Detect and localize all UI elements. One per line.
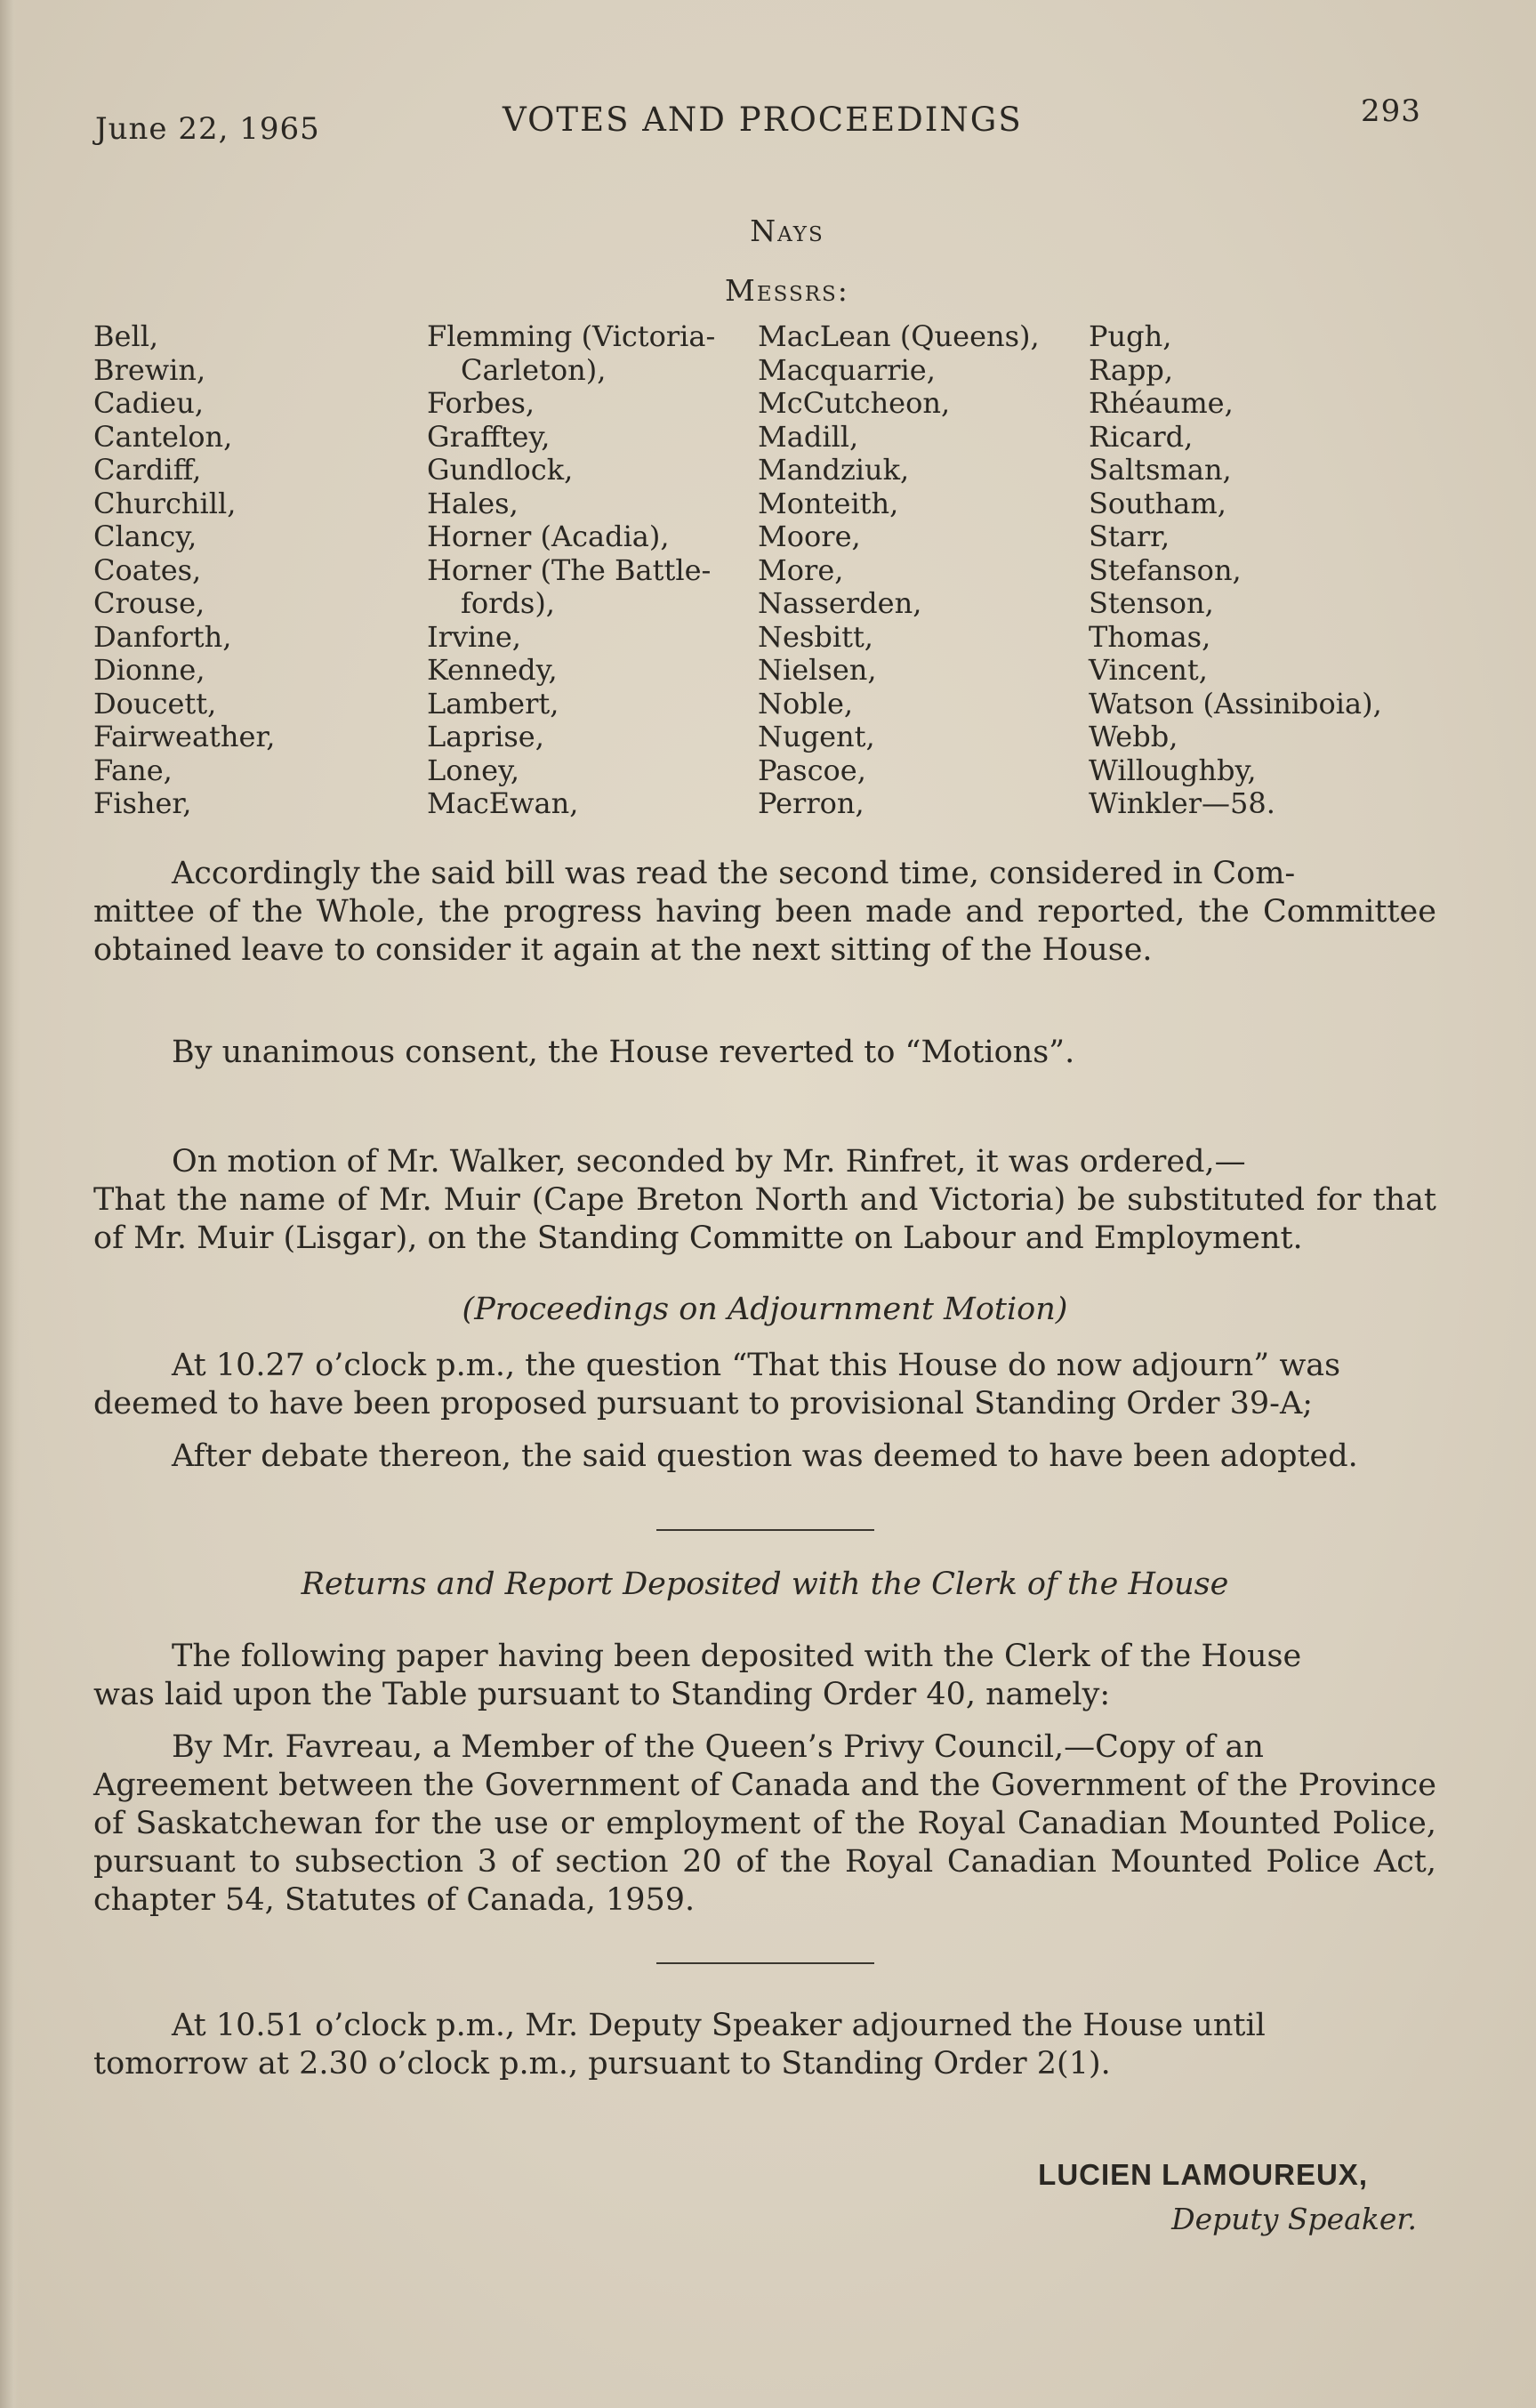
member-name: Fane, <box>93 753 173 787</box>
member-name: Monteith, <box>758 486 899 520</box>
final-paragraph-first-line: At 10.51 o’clock p.m., Mr. Deputy Speaker adjourned the House until <box>172 2007 1266 2043</box>
member-name: Ricard, <box>1089 419 1194 454</box>
member-name: Starr, <box>1089 519 1170 553</box>
member-name: Stenson, <box>1089 586 1214 620</box>
final-paragraph-body: tomorrow at 2.30 o’clock p.m., pursuant to Standing Order 2(1). <box>93 2045 1111 2082</box>
nays-name-list <box>93 320 1436 821</box>
consent-paragraph <box>93 1034 1436 1072</box>
member-name: Laprise, <box>427 720 544 753</box>
paper-paragraph-body: was laid upon the Table pursuant to Standing Order 40, namely: <box>93 1676 1111 1712</box>
member-name: Thomas, <box>1089 619 1211 654</box>
member-name: Lambert, <box>427 686 559 721</box>
member-name: Danforth, <box>93 619 232 654</box>
section-divider <box>656 1529 874 1531</box>
nays-heading: Nays <box>750 213 824 248</box>
member-name: Rhéaume, <box>1089 386 1234 420</box>
member-name: Rapp, <box>1089 352 1174 387</box>
member-name: Madill, <box>758 419 859 454</box>
member-name: Pugh, <box>1089 319 1172 353</box>
member-name: fords), <box>461 586 555 620</box>
member-name: Perron, <box>758 786 865 820</box>
member-name: Saltsman, <box>1089 453 1232 487</box>
member-name: Pascoe, <box>758 753 866 787</box>
signatory-title: Deputy Speaker. <box>1171 2201 1417 2236</box>
member-name: Moore, <box>758 519 861 553</box>
book-spine-shadow <box>0 0 20 2408</box>
member-name: Kennedy, <box>427 653 558 687</box>
paper-paragraph-first-line: The following paper having been deposited with the Clerk of the House <box>172 1638 1302 1674</box>
bill-paragraph <box>93 855 1436 970</box>
signatory-name: LUCIEN LAMOUREUX, <box>1038 2157 1368 2191</box>
bill-paragraph-body: mittee of the Whole, the progress having been made and reported, the Committee obtained leave to consider it again at the next sitting of the House. <box>93 893 1436 968</box>
member-name: Dionne, <box>93 653 205 687</box>
member-name: MacEwan, <box>427 786 579 820</box>
member-name: Stefanson, <box>1089 552 1242 587</box>
header-title: VOTES AND PROCEEDINGS <box>503 101 1023 139</box>
member-name: Coates, <box>93 552 202 587</box>
returns-heading: Returns and Report Deposited with the Clerk of the House <box>301 1566 1229 1602</box>
member-name: Grafftey, <box>427 419 551 454</box>
adjournment-heading: (Proceedings on Adjournment Motion) <box>462 1291 1068 1327</box>
member-name: Fisher, <box>93 786 192 820</box>
name-column-3 <box>758 320 1089 821</box>
favreau-paragraph-body: Agreement between the Government of Canada and the Government of the Province of Saskatchewan for the use or employment of the Royal Canadian Mounted Police, pursuant to subsection 3 of section 20 of the Royal Canadian Mounted Police Act, chapter 54, Statutes of Canada, 1959. <box>93 1767 1436 1918</box>
member-name: Mandziuk, <box>758 453 910 487</box>
section-divider <box>656 1962 874 1964</box>
motion-paragraph-first-line: On motion of Mr. Walker, seconded by Mr. Rinfret, it was ordered,— <box>172 1143 1246 1180</box>
motion-paragraph <box>93 1143 1436 1258</box>
member-name: Churchill, <box>93 486 237 520</box>
member-name: Nielsen, <box>758 653 877 687</box>
member-name: Horner (Acadia), <box>427 519 670 553</box>
member-name: Macquarrie, <box>758 352 936 387</box>
member-name: Watson (Assiniboia), <box>1089 686 1382 721</box>
signature-block <box>93 2153 1436 2242</box>
member-name: Nasserden, <box>758 586 922 620</box>
member-name: Winkler—58. <box>1089 786 1275 820</box>
member-name: Horner (The Battle- <box>427 552 712 587</box>
page-number: 293 <box>1361 93 1421 129</box>
bill-paragraph-first-line: Accordingly the said bill was read the second time, considered in Com- <box>172 855 1296 891</box>
member-name: Cardiff, <box>93 453 202 487</box>
member-name: Fairweather, <box>93 720 276 753</box>
member-name: Doucett, <box>93 686 217 721</box>
member-name: Loney, <box>427 753 520 787</box>
name-column-2 <box>427 320 758 821</box>
running-header <box>93 85 1436 147</box>
member-name: More, <box>758 552 844 587</box>
member-name: Carleton), <box>461 352 607 387</box>
adjournment-paragraph-body: deemed to have been proposed pursuant to provisional Standing Order 39-A; <box>93 1385 1314 1421</box>
adjournment-paragraph <box>93 1347 1436 1423</box>
messrs-heading: Messrs: <box>725 273 849 308</box>
final-paragraph <box>93 2007 1436 2083</box>
debate-paragraph <box>93 1438 1436 1476</box>
header-date: June 22, 1965 <box>95 111 320 147</box>
adjournment-paragraph-first-line: At 10.27 o’clock p.m., the question “That this House do now adjourn” was <box>172 1347 1341 1383</box>
member-name: McCutcheon, <box>758 386 951 420</box>
member-name: Forbes, <box>427 386 535 420</box>
member-name: Clancy, <box>93 519 197 553</box>
member-name: Nesbitt, <box>758 619 873 654</box>
member-name: Southam, <box>1089 486 1226 520</box>
member-name: Flemming (Victoria- <box>427 319 716 353</box>
motion-paragraph-body: That the name of Mr. Muir (Cape Breton North and Victoria) be substituted for that of Mr. Muir (Lisgar), on the Standing Committe on Labour and Employment. <box>93 1181 1436 1256</box>
debate-paragraph-text: After debate thereon, the said question was deemed to have been adopted. <box>172 1438 1358 1474</box>
member-name: Cadieu, <box>93 386 204 420</box>
favreau-paragraph-first-line: By Mr. Favreau, a Member of the Queen’s Privy Council,—Copy of an <box>172 1728 1264 1765</box>
member-name: Willoughby, <box>1089 753 1257 787</box>
member-name: Irvine, <box>427 619 521 654</box>
member-name: Noble, <box>758 686 854 721</box>
member-name: Cantelon, <box>93 419 233 454</box>
name-column-4 <box>1089 320 1427 821</box>
member-name: Gundlock, <box>427 453 574 487</box>
paper-paragraph <box>93 1638 1436 1714</box>
page-content <box>93 85 1436 2242</box>
member-name: MacLean (Queens), <box>758 319 1040 353</box>
member-name: Nugent, <box>758 720 875 753</box>
member-name: Hales, <box>427 486 519 520</box>
member-name: Brewin, <box>93 352 206 387</box>
member-name: Bell, <box>93 319 159 353</box>
favreau-paragraph <box>93 1728 1436 1920</box>
name-column-1 <box>93 320 427 821</box>
member-name: Webb, <box>1089 720 1178 753</box>
member-name: Vincent, <box>1089 653 1208 687</box>
member-name: Crouse, <box>93 586 205 620</box>
consent-paragraph-text: By unanimous consent, the House reverted to “Motions”. <box>172 1034 1075 1070</box>
